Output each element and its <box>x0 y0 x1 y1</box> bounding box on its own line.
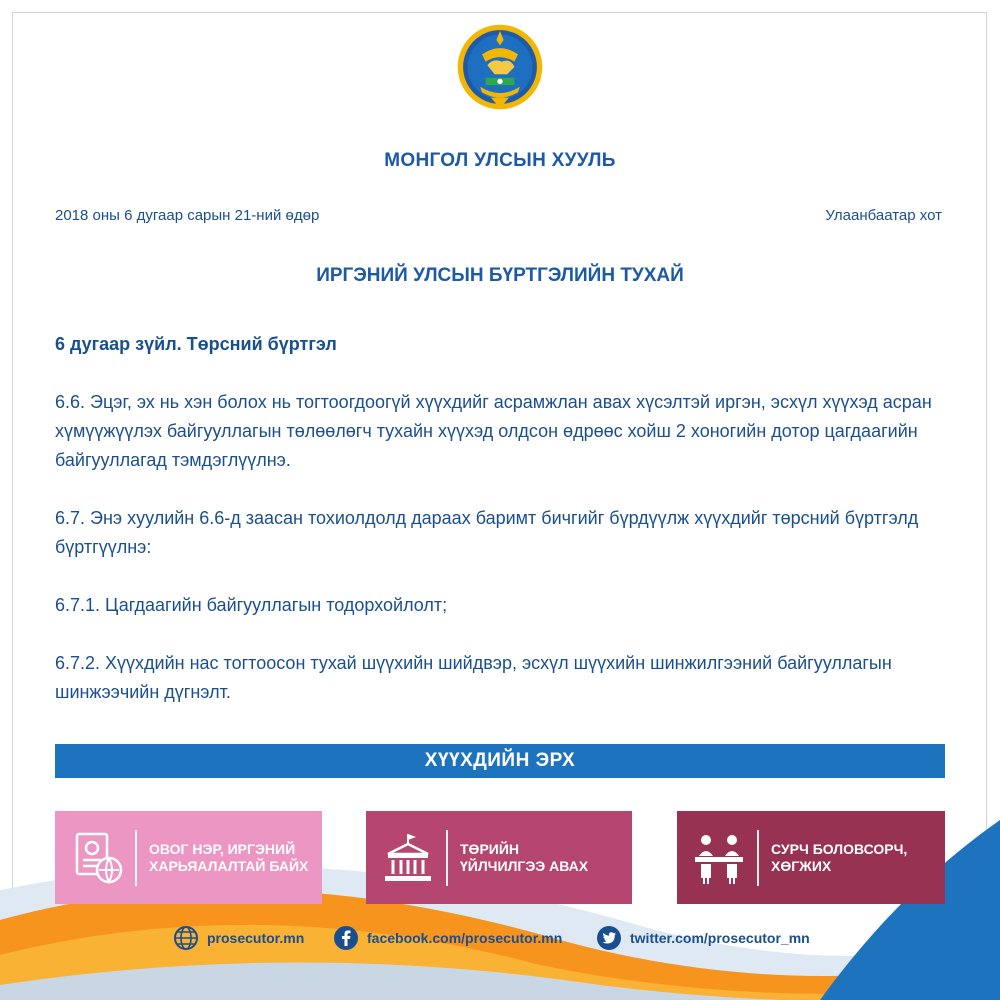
students-at-desk-icon <box>691 830 747 886</box>
card-label-line2: ҮЙЛЧИЛГЭЭ АВАХ <box>460 857 589 874</box>
paragraph-6-7-1: 6.7.1. Цагдаагийн байгууллагын тодорхойлолт; <box>55 595 448 615</box>
law-title: МОНГОЛ УЛСЫН ХУУЛЬ <box>384 150 616 171</box>
card-education[interactable] <box>677 811 945 904</box>
twitter-icon <box>596 925 622 951</box>
paragraph-6-7: 6.7. Энэ хуулийн 6.6-д заасан тохиолдолд дараах баримт бичгийг бүрдүүлж хүүхдийг төрсний бүртгэлд бүртгүүлнэ: <box>55 508 919 557</box>
paragraph-6-6: 6.6. Эцэг, эх нь хэн болох нь тогтоогдоогүй хүүхдийг асрамжлан авах хүсэлтэй иргэн, эсхүл хүүхэд асран хүмүүжүүлэх байгууллагын төлөөлөгч тухайн хүүхэд олдсон өдрөөс хойш 2 хоногийн дотор цагдаагийн байгууллагад тэмдэглүүлнэ. <box>55 392 932 470</box>
card-label <box>460 841 588 875</box>
state-emblem-icon <box>455 22 545 112</box>
law-date: 2018 оны 6 дугаар сарын 21-ний өдөр <box>55 207 320 224</box>
card-label <box>771 841 907 875</box>
website-label: prosecutor.mn <box>207 930 305 946</box>
card-state-services[interactable] <box>366 811 632 904</box>
paragraph-6-7-2: 6.7.2. Хүүхдийн нас тогтоосон тухай шүүхийн шийдвэр, эсхүл шүүхийн шинжилгээний байгууллагын шинжээчийн дүгнэлт. <box>55 653 892 702</box>
government-building-icon <box>380 830 436 886</box>
card-name-citizenship[interactable] <box>55 811 322 904</box>
card-label <box>149 841 308 875</box>
card-divider <box>135 830 137 886</box>
card-label-line1: ТӨРИЙН <box>460 840 520 857</box>
facebook-label: facebook.com/prosecutor.mn <box>367 930 563 946</box>
facebook-link[interactable] <box>333 925 562 951</box>
card-label-line1: СУРЧ БОЛОВСОРЧ, <box>771 840 908 857</box>
card-label-line1: ОВОГ НЭР, ИРГЭНИЙ <box>149 840 296 857</box>
globe-icon <box>173 925 199 951</box>
article-heading: 6 дугаар зүйл. Төрсний бүртгэл <box>55 334 337 354</box>
children-rights-banner: ХҮҮХДИЙН ЭРХ <box>55 744 945 778</box>
website-link[interactable] <box>173 925 304 951</box>
facebook-icon <box>333 925 359 951</box>
card-divider <box>757 830 759 886</box>
law-city: Улаанбаатар хот <box>825 207 942 224</box>
document-title: ИРГЭНИЙ УЛСЫН БҮРТГЭЛИЙН ТУХАЙ <box>316 265 684 286</box>
card-label-line2: ХАРЬЯАЛАЛТАЙ БАЙХ <box>149 857 309 874</box>
card-label-line2: ХӨГЖИХ <box>771 857 832 874</box>
twitter-label: twitter.com/prosecutor_mn <box>630 930 810 946</box>
twitter-link[interactable] <box>596 925 810 951</box>
law-body <box>55 330 945 736</box>
passport-globe-icon <box>69 830 125 886</box>
card-divider <box>446 830 448 886</box>
